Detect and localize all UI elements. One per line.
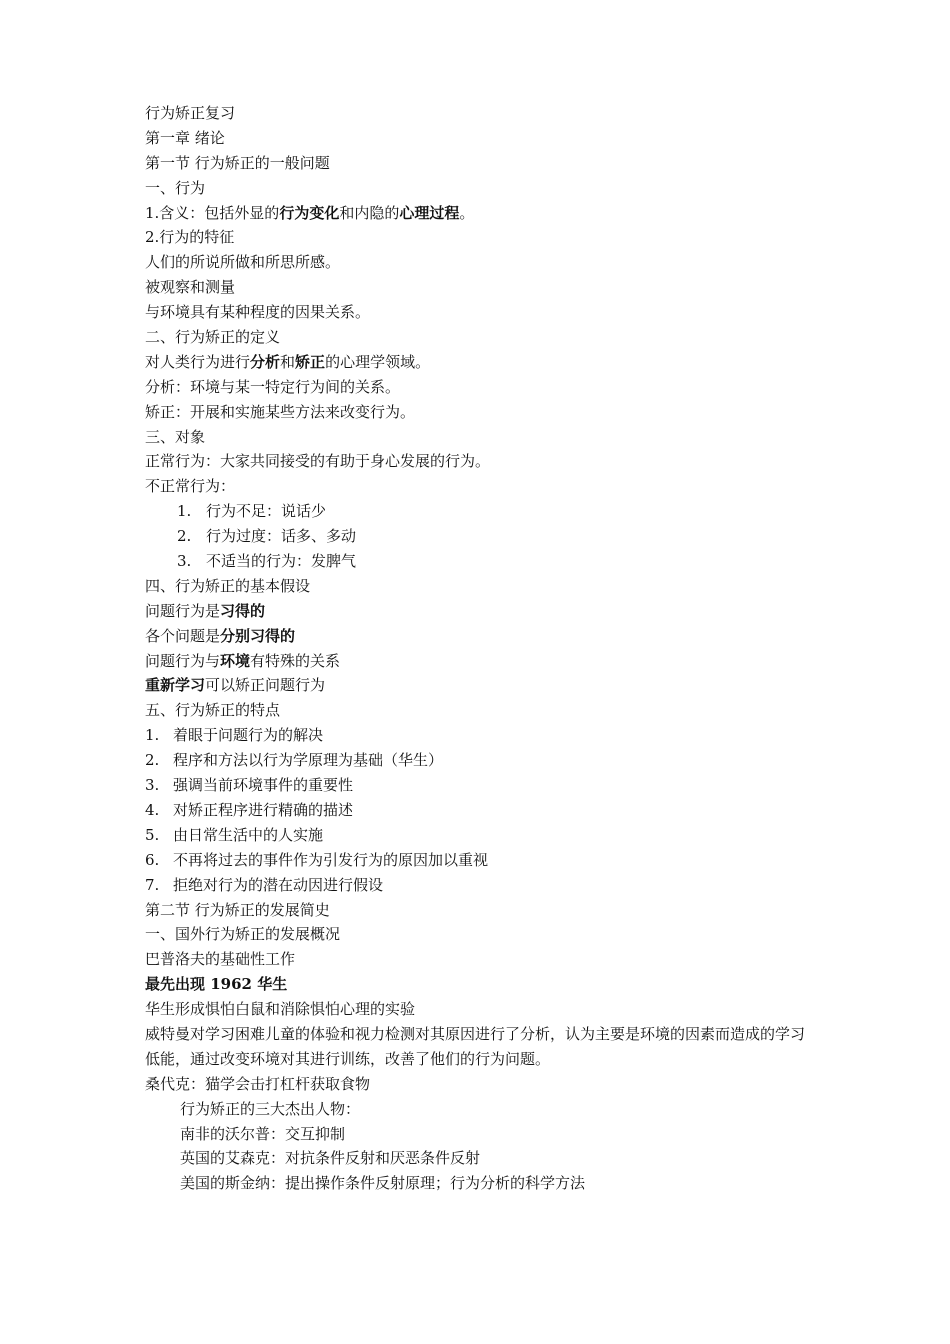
text: 的心理学领域。 <box>325 352 431 371</box>
list-number: 1. <box>145 726 160 745</box>
bold-text: 分析 <box>250 352 281 371</box>
heading-abroad: 一、国外行为矫正的发展概况 <box>145 925 341 944</box>
list-text: 对矫正程序进行精确的描述 <box>173 800 354 819</box>
assumption-line <box>145 673 815 698</box>
chapter-heading: 第一章 绪论 <box>145 128 225 147</box>
eysenck-line: 英国的艾森克：对抗条件反射和厌恶条件反射 <box>180 1149 481 1168</box>
assumption-line <box>145 599 815 624</box>
assumption-line <box>145 649 815 674</box>
list-text: 程序和方法以行为学原理为基础（华生） <box>173 751 444 770</box>
bold-text: 重新学习 <box>145 676 206 695</box>
list-item <box>145 723 815 748</box>
list-item <box>145 823 815 848</box>
list-item <box>145 773 815 798</box>
bold-text: 环境 <box>220 651 251 670</box>
list-text: 不适当的行为：发脾气 <box>206 552 357 571</box>
section-heading: 第二节 行为矫正的发展简史 <box>145 900 330 919</box>
text: 有特殊的关系 <box>250 651 341 670</box>
heading-features: 五、行为矫正的特点 <box>145 701 281 720</box>
three-figures-title: 行为矫正的三大杰出人物： <box>180 1099 361 1118</box>
list-number: 7. <box>145 875 160 894</box>
list-number: 2. <box>177 527 192 546</box>
list-text: 由日常生活中的人实施 <box>173 825 324 844</box>
list-text: 着眼于问题行为的解决 <box>173 726 324 745</box>
list-number: 5. <box>145 825 160 844</box>
bold-text: 分别习得的 <box>220 626 296 645</box>
list-number: 3. <box>145 776 160 795</box>
list-item <box>145 499 815 524</box>
bold-text: 心理过程 <box>399 203 460 222</box>
list-item <box>145 748 815 773</box>
text: 问题行为与 <box>145 651 221 670</box>
first-appear-line: 最先出现 1962 华生 <box>145 975 288 994</box>
feature-line: 被观察和测量 <box>145 278 236 297</box>
list-item <box>145 524 815 549</box>
list-item <box>145 798 815 823</box>
heading-definition: 二、行为矫正的定义 <box>145 328 281 347</box>
text: 。 <box>459 203 475 222</box>
list-number: 3. <box>177 552 192 571</box>
heading-object: 三、对象 <box>145 427 206 446</box>
behavior-definition <box>145 201 815 226</box>
analysis-line: 分析：环境与某一特定行为间的关系。 <box>145 377 401 396</box>
list-text: 不再将过去的事件作为引发行为的原因加以重视 <box>173 850 489 869</box>
assumption-line <box>145 624 815 649</box>
correction-line: 矫正：开展和实施某些方法来改变行为。 <box>145 402 416 421</box>
list-text: 拒绝对行为的潜在动因进行假设 <box>173 875 384 894</box>
text: 和内隐的 <box>339 203 400 222</box>
list-number: 6. <box>145 850 160 869</box>
list-item <box>145 549 815 574</box>
bold-text: 矫正 <box>295 352 326 371</box>
text: 和 <box>280 352 296 371</box>
document-page <box>145 101 815 1196</box>
abnormal-behavior: 不正常行为： <box>145 477 236 496</box>
feature-line: 人们的所说所做和所思所感。 <box>145 253 341 272</box>
list-item <box>145 873 815 898</box>
text: 1.含义：包括外显的 <box>145 203 280 222</box>
list-text: 行为过度：话多、多动 <box>206 527 357 546</box>
definition-line <box>145 350 815 375</box>
list-text: 行为不足：说话少 <box>206 502 327 521</box>
bold-text: 行为变化 <box>279 203 340 222</box>
list-number: 4. <box>145 800 160 819</box>
list-number: 2. <box>145 751 160 770</box>
thorndike-line: 桑代克：猫学会击打杠杆获取食物 <box>145 1074 371 1093</box>
skinner-line: 美国的斯金纳：提出操作条件反射原理；行为分析的科学方法 <box>180 1174 586 1193</box>
wolpe-line: 南非的沃尔普：交互抑制 <box>180 1124 346 1143</box>
normal-behavior: 正常行为：大家共同接受的有助于身心发展的行为。 <box>145 452 491 471</box>
heading-behavior: 一、行为 <box>145 178 206 197</box>
witmer-paragraph: 威特曼对学习困难儿童的体验和视力检测对其原因进行了分析，认为主要是环境的因素而造成的学习低能，通过改变环境对其进行训练，改善了他们的行为问题。 <box>145 1024 806 1068</box>
text: 可以矫正问题行为 <box>205 676 326 695</box>
watson-line: 华生形成惧怕白鼠和消除惧怕心理的实验 <box>145 1000 416 1019</box>
pavlov-line: 巴普洛夫的基础性工作 <box>145 950 296 969</box>
text: 问题行为是 <box>145 601 221 620</box>
text: 各个问题是 <box>145 626 221 645</box>
doc-title: 行为矫正复习 <box>145 104 236 122</box>
section-heading: 第一节 行为矫正的一般问题 <box>145 153 330 172</box>
text: 对人类行为进行 <box>145 352 251 371</box>
heading-assumptions: 四、行为矫正的基本假设 <box>145 576 311 595</box>
list-text: 强调当前环境事件的重要性 <box>173 776 354 795</box>
bold-text: 习得的 <box>220 601 266 620</box>
list-number: 1. <box>177 502 192 521</box>
feature-line: 与环境具有某种程度的因果关系。 <box>145 303 371 322</box>
list-item <box>145 848 815 873</box>
feature-title: 2.行为的特征 <box>145 228 235 247</box>
